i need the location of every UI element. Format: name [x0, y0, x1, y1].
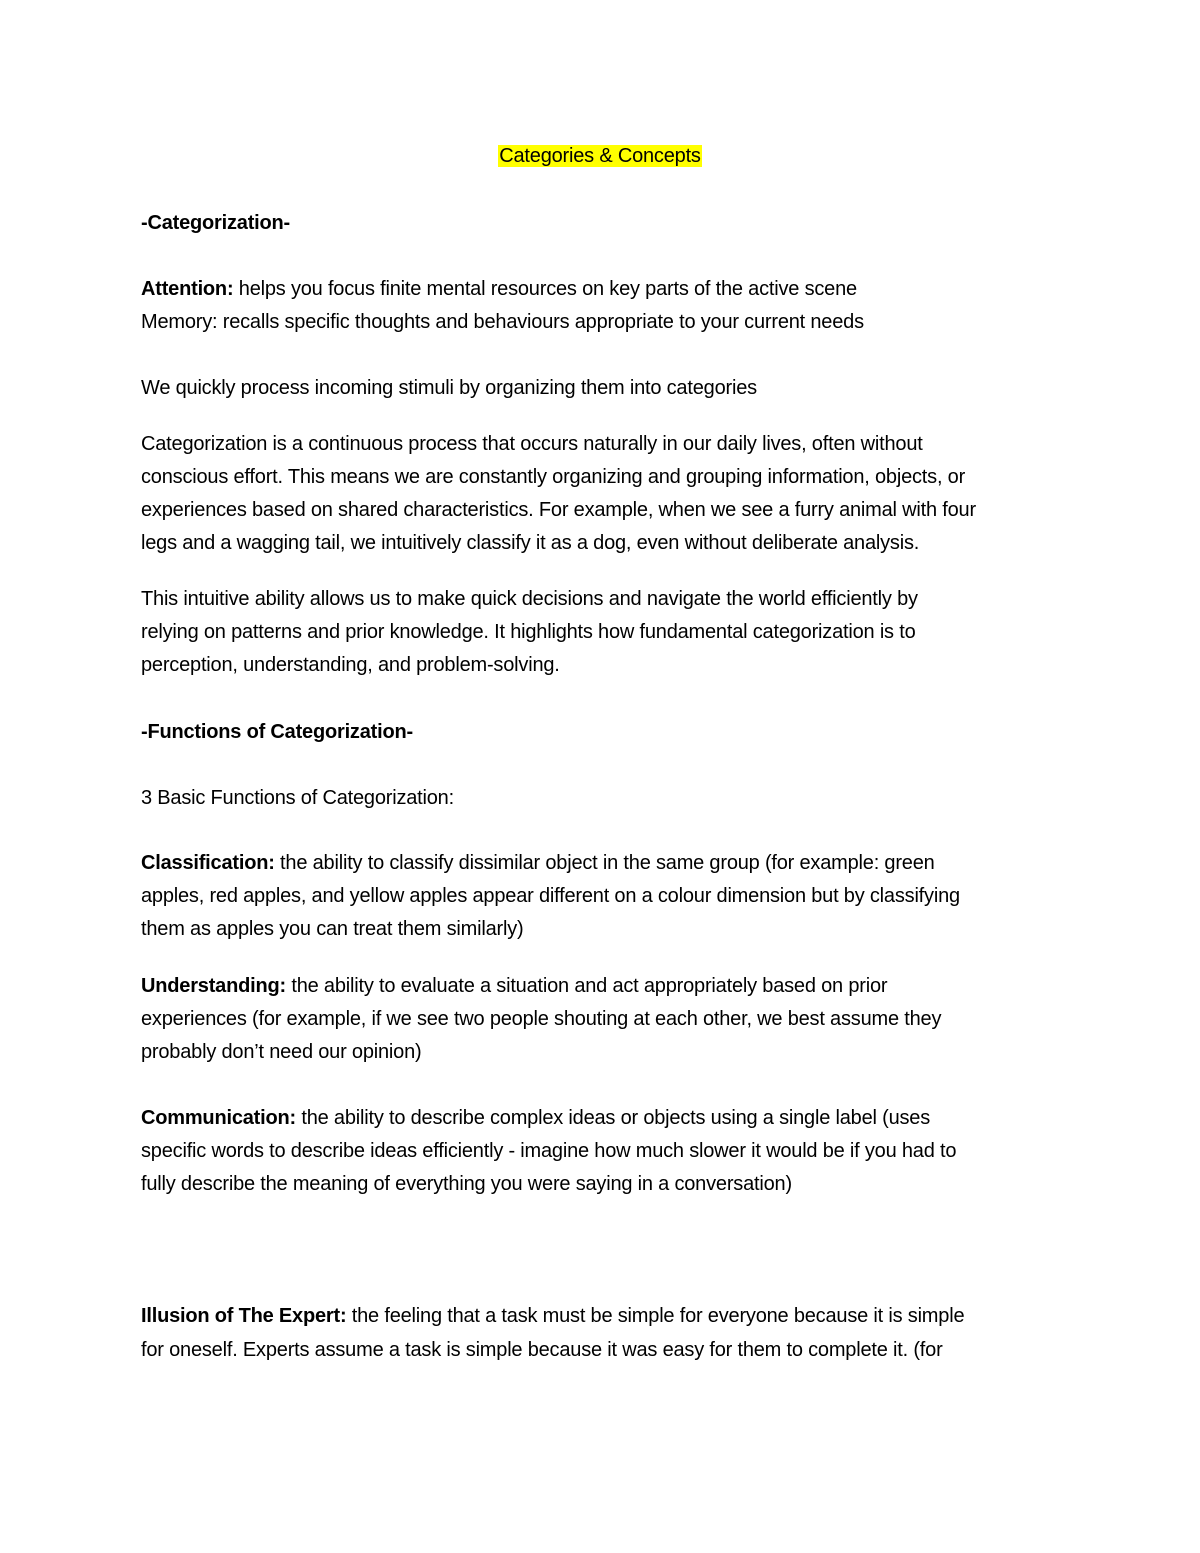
para1-line: Categorization is a continuous process that occurs naturally in our daily lives, often without: [141, 433, 923, 455]
para1-line: legs and a wagging tail, we intuitively classify it as a dog, even without deliberate analysis.: [141, 532, 920, 554]
categorization-heading: -Categorization-: [141, 212, 291, 234]
stimuli-line: We quickly process incoming stimuli by organizing them into categories: [141, 377, 757, 399]
para1-line: conscious effort. This means we are constantly organizing and grouping information, objects, or: [141, 466, 966, 488]
illusion-line: Illusion of The Expert: the feeling that a task must be simple for everyone because it is simple: [141, 1305, 965, 1327]
attention-line: [141, 273, 857, 305]
basic-functions-line: 3 Basic Functions of Categorization:: [141, 787, 454, 809]
memory-line: Memory: recalls specific thoughts and behaviours appropriate to your current needs: [141, 311, 864, 333]
title-highlight: Categories & Concepts: [499, 145, 701, 167]
illusion-line: for oneself. Experts assume a task is simple because it was easy for them to complete it. (for: [141, 1339, 943, 1361]
communication-term: Communication:: [141, 1107, 296, 1129]
attention-term: Attention:: [141, 278, 234, 300]
para2-line: perception, understanding, and problem-solving.: [141, 654, 560, 676]
classification-line: apples, red apples, and yellow apples appear different on a colour dimension but by classifying: [141, 885, 960, 907]
classification-line: Classification: the ability to classify dissimilar object in the same group (for example: green: [141, 852, 935, 874]
illusion-term: Illusion of The Expert:: [141, 1305, 347, 1327]
understanding-term: Understanding:: [141, 975, 286, 997]
understanding-line: Understanding: the ability to evaluate a situation and act appropriately based on prior: [141, 975, 888, 997]
classification-term: Classification:: [141, 852, 275, 874]
communication-line: Communication: the ability to describe complex ideas or objects using a single label (uses: [141, 1107, 931, 1129]
classification-line: them as apples you can treat them similarly): [141, 918, 524, 940]
para1-line: experiences based on shared characteristics. For example, when we see a furry animal with four: [141, 499, 976, 521]
understanding-line: probably don’t need our opinion): [141, 1041, 422, 1063]
communication-line: fully describe the meaning of everything you were saying in a conversation): [141, 1173, 792, 1195]
functions-heading: -Functions of Categorization-: [141, 721, 413, 743]
understanding-line: experiences (for example, if we see two people shouting at each other, we best assume they: [141, 1008, 942, 1030]
para2-line: This intuitive ability allows us to make quick decisions and navigate the world efficiently by: [141, 588, 918, 610]
document-title: [0, 140, 1200, 172]
para2-line: relying on patterns and prior knowledge. It highlights how fundamental categorization is to: [141, 621, 916, 643]
communication-line: specific words to describe ideas efficiently - imagine how much slower it would be if you had to: [141, 1140, 957, 1162]
attention-text: helps you focus finite mental resources on key parts of the active scene: [233, 278, 857, 300]
